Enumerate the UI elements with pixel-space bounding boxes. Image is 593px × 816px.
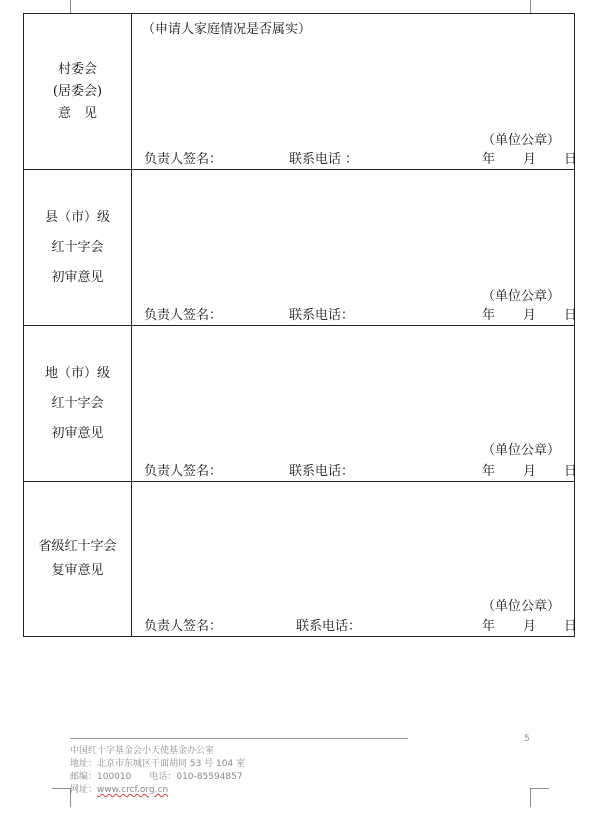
signature-label: 负责人签名： [144,152,223,167]
crop-mark-top-right [530,0,549,14]
day-label: 日 [564,619,578,634]
opinion-field[interactable] [132,482,578,636]
row-label-line: 省级红十字会 [38,539,117,554]
village-committee-row [24,14,578,170]
page-number: 5 [524,734,530,744]
signature-label: 负责人签名： [144,464,223,479]
row-label-line: 红十字会 [51,239,104,255]
footer-org: 中国红十字基金会小天使基金办公室 [70,746,215,756]
signature-label: 负责人签名： [144,619,223,634]
signature-line [144,461,578,479]
county-red-cross-row [24,170,578,326]
month-label: 月 [523,152,537,167]
row-label [24,326,132,481]
year-label: 年 [482,308,496,323]
day-label: 日 [564,464,578,479]
opinion-field[interactable] [132,14,578,169]
footer-postcode-phone: 邮编：100010 电话：010-85594857 [70,772,243,782]
opinion-field[interactable] [132,326,578,481]
footer-website-label: 网址： [70,785,98,795]
year-label: 年 [482,464,496,479]
month-label: 月 [523,308,537,323]
row-label-line: 县（市）级 [44,209,110,225]
province-red-cross-row [24,482,578,636]
crop-mark-top-left [52,0,71,14]
row-label [24,482,132,636]
year-label: 年 [482,152,496,167]
signature-line [144,149,578,167]
crop-mark-bottom-left [52,788,71,807]
prefecture-red-cross-row [24,326,578,482]
footer-website-link[interactable]: www.crcf.org.cn [97,785,169,795]
year-label: 年 [482,619,496,634]
seal-label: （单位公章） [481,133,560,148]
phone-label: 联系电话： [289,464,355,479]
row-label [24,170,132,325]
phone-label: 联系电话： [296,619,362,634]
seal-label: （单位公章） [481,443,560,458]
row-label [24,14,132,169]
footer-website [70,784,245,797]
opinion-instruction: （申请人家庭情况是否属实） [142,22,312,37]
opinion-field[interactable] [132,170,578,325]
row-label-line: 地（市）级 [44,365,110,381]
row-label-line: 复审意见 [51,563,104,578]
row-label-line: 红十字会 [51,395,104,411]
signature-label: 负责人签名： [144,308,223,323]
phone-label: 联系电话： [289,308,355,323]
row-label-line: 意 见 [57,105,97,121]
page-footer [70,745,245,797]
signature-line [144,616,578,634]
opinion-form-table [23,13,578,637]
month-label: 月 [523,464,537,479]
footer-address: 地址：北京市东城区干面胡同 53 号 104 室 [70,759,246,769]
row-label-line: 初审意见 [51,269,104,285]
row-label-line: (居委会) [52,83,103,99]
footer-divider [70,738,408,739]
seal-label: （单位公章） [481,289,560,304]
signature-line [144,305,578,323]
row-label-line: 村委会 [57,61,97,77]
day-label: 日 [564,308,578,323]
day-label: 日 [564,152,578,167]
month-label: 月 [523,619,537,634]
crop-mark-bottom-right [530,788,549,807]
seal-label: （单位公章） [481,599,560,614]
phone-label: 联系电话 ： [289,152,359,167]
row-label-line: 初审意见 [51,425,104,441]
